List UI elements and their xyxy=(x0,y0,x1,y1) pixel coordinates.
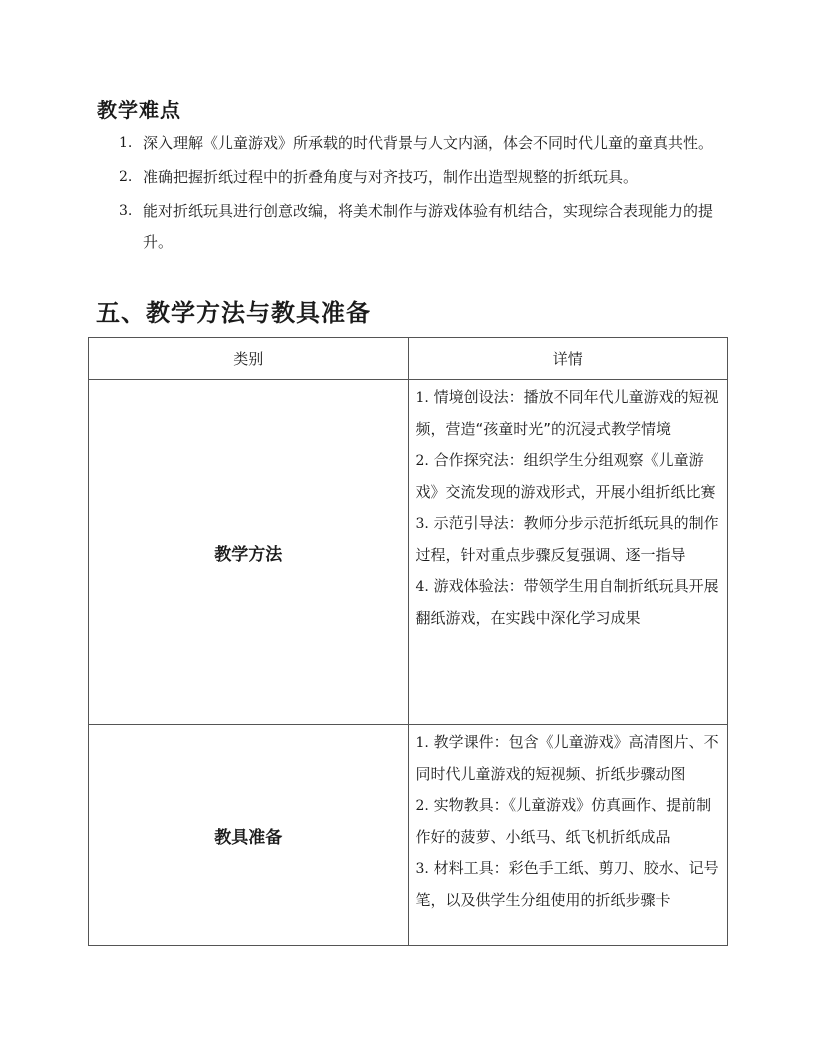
table-row xyxy=(89,725,728,946)
detail-item xyxy=(416,382,724,445)
detail-text: 游戏体验法：带领学生用自制折纸玩具开展翻纸游戏，在实践中深化学习成果 xyxy=(415,577,719,627)
list-item-text: 深入理解《儿童游戏》所承载的时代背景与人文内涵，体会不同时代儿童的童真共性。 xyxy=(143,134,714,152)
detail-item xyxy=(416,508,724,571)
table-row xyxy=(89,380,728,725)
detail-text: 示范引导法：教师分步示范折纸玩具的制作过程，针对重点步骤反复强调、逐一指导 xyxy=(415,514,719,564)
list-item xyxy=(119,196,729,258)
section-heading-difficulties: 教学难点 xyxy=(97,98,181,122)
list-item-number: 3. xyxy=(119,203,133,219)
detail-number: 2. xyxy=(415,453,429,469)
category-cell: 教学方法 xyxy=(89,380,409,725)
detail-text: 材料工具：彩色手工纸、剪刀、胶水、记号笔，以及供学生分组使用的折纸步骤卡 xyxy=(415,859,719,909)
difficulties-list xyxy=(119,128,729,261)
detail-text: 情境创设法：播放不同年代儿童游戏的短视频，营造“孩童时光”的沉浸式教学情境 xyxy=(415,388,719,438)
detail-item xyxy=(416,853,724,916)
list-item-number: 1. xyxy=(119,135,133,151)
detail-item xyxy=(416,445,724,508)
detail-text: 实物教具：《儿童游戏》仿真画作、提前制作好的菠萝、小纸马、纸飞机折纸成品 xyxy=(415,796,712,846)
detail-item xyxy=(416,727,724,790)
section-heading-methods: 五、教学方法与教具准备 xyxy=(96,299,371,327)
detail-number: 3. xyxy=(415,861,429,877)
category-cell: 教具准备 xyxy=(89,725,409,946)
header-details: 详情 xyxy=(408,338,728,380)
detail-number: 1. xyxy=(415,390,429,406)
detail-text: 合作探究法：组织学生分组观察《儿童游戏》交流发现的游戏形式，开展小组折纸比赛 xyxy=(415,451,716,501)
list-item-text: 准确把握折纸过程中的折叠角度与对齐技巧，制作出造型规整的折纸玩具。 xyxy=(143,168,639,186)
list-item-text: 能对折纸玩具进行创意改编，将美术制作与游戏体验有机结合，实现综合表现能力的提升。 xyxy=(143,202,714,251)
table-header-row xyxy=(89,338,728,380)
detail-text: 教学课件：包含《儿童游戏》高清图片、不同时代儿童游戏的短视频、折纸步骤动图 xyxy=(415,733,719,783)
details-cell xyxy=(408,380,728,725)
methods-table xyxy=(88,337,728,946)
list-item-number: 2. xyxy=(119,169,133,185)
detail-number: 4. xyxy=(415,579,429,595)
detail-item xyxy=(416,571,724,634)
details-cell xyxy=(408,725,728,946)
detail-number: 3. xyxy=(415,516,429,532)
detail-number: 1. xyxy=(415,735,429,751)
list-item xyxy=(119,162,729,193)
detail-number: 2. xyxy=(415,798,429,814)
header-category: 类别 xyxy=(89,338,409,380)
detail-item xyxy=(416,790,724,853)
list-item xyxy=(119,128,729,159)
